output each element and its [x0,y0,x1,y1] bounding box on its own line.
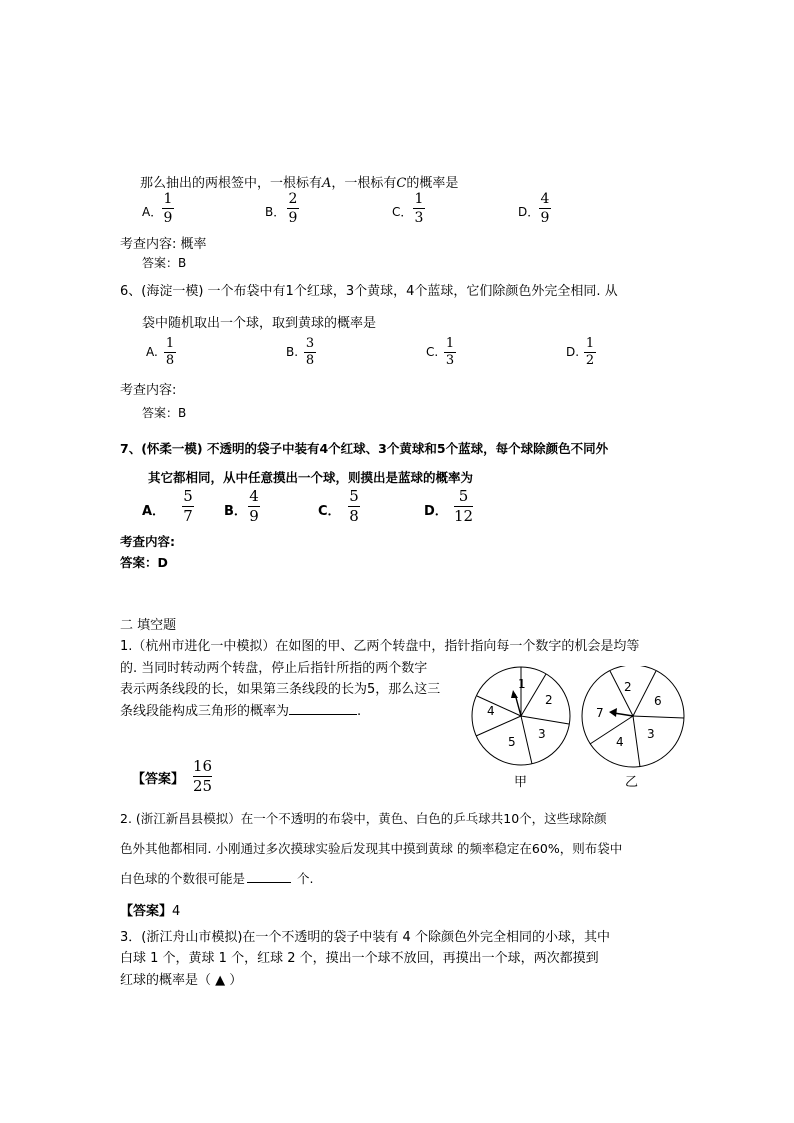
spinner-right-number: 7 [596,706,604,720]
q6-option-a-label: A. [146,345,158,359]
f2-line3-text: 白色球的个数很可能是 [120,871,246,886]
q7-option-a-label: A． [142,504,166,519]
q6-topic: 考查内容: [120,383,177,398]
q5-answer: 答案：B [142,256,187,270]
spinner-left-number: 3 [538,727,546,741]
f1-line4 [120,700,361,719]
q5-option-c-fraction [413,191,425,226]
spinner-left-number: 5 [508,735,516,749]
spinner-right-number: 2 [624,680,632,694]
q5-stem-c: C [396,176,407,191]
q7-line2: 其它都相同，从中任意摸出一个球，则摸出是蓝球的概率为 [148,470,474,485]
f1-answer-blank [289,714,357,715]
q5-stem-a: A [322,176,332,191]
q7-topic: 考查内容: [120,534,175,549]
q6-option-b-den: 8 [305,353,315,368]
spinner-left-number: 4 [487,704,495,718]
f3-line3: 红球的概率是（ ▲ ） [120,973,243,988]
f3-line2: 白球 1 个，黄球 1 个，红球 2 个，摸出一个球不放回，再摸出一个球，两次都摸到 [120,951,599,966]
q6-option-c-label: C. [426,345,439,359]
spinner-right-number: 4 [616,735,624,749]
q6-line2: 袋中随机取出一个球，取到黄球的概率是 [142,316,377,331]
q7-option-b-den: 9 [249,507,259,525]
q5-stem-post: 的概率是 [406,176,459,191]
q5-option-b-num: 2 [288,191,298,207]
q5-option-c-den: 3 [414,210,424,226]
q6-answer: 答案：B [142,406,187,420]
q7-option-b-label: B． [224,504,247,519]
q7-option-d-den: 12 [454,507,474,525]
spinner-right-number: 6 [654,694,662,708]
q7-option-b-fraction [248,488,260,525]
q7-option-c-den: 8 [349,507,359,525]
spinner-left-number: 1 [518,677,526,691]
q7-option-c-num: 5 [349,487,359,505]
q5-option-a-den: 9 [163,210,173,226]
q6-option-b-num: 3 [305,336,315,351]
q5-topic: 考查内容: 概率 [120,237,207,252]
f2-line3 [120,869,314,887]
q5-option-c-num: 1 [414,191,424,207]
q5-option-d-fraction [539,191,551,226]
f2-answer-blank [247,882,291,883]
f1-line1-text: 1.（杭州市进化一中模拟）在如图的甲、乙两个转盘中，指针指向每一个数字的机会是均等 [120,639,640,654]
q5-option-d-num: 4 [540,191,550,207]
q6-option-b-fraction [304,337,316,368]
q7-option-a-fraction [182,488,194,525]
q5-option-b-fraction [287,191,299,226]
q5-option-d-label: D． [518,205,540,219]
q7-option-d-num: 5 [458,487,469,505]
f1-answer-tag: 【答案】 [132,772,185,787]
q6-option-a-den: 8 [165,353,175,368]
f3-line1: 3．(浙江舟山市模拟)在一个不透明的袋子中装有 4 个除颜色外完全相同的小球，其中 [120,930,610,945]
q7-option-c-fraction [348,488,360,525]
q6-option-d-den: 2 [585,353,595,368]
f2-answer-value: 4 [172,904,181,919]
q6-option-a-fraction [164,337,176,368]
f2-answer-tag: 【答案】 [120,904,173,919]
f2-answer [120,900,180,919]
q5-option-b-den: 9 [288,210,298,226]
f1-line4-text: 条线段能构成三角形的概率为 [120,704,290,719]
spinner-right-number: 3 [647,727,655,741]
q6-option-c-den: 3 [445,353,455,368]
q7-option-a-num: 5 [183,487,193,505]
q7-line1: 7、(怀柔一模) 不透明的袋子中装有4个红球、3个黄球和5个蓝球，每个球除颜色不同外 [120,441,609,456]
q6-option-d-fraction [584,337,596,368]
spinner-left-label: 甲 [514,775,528,790]
q6-line1: 6、(海淀一模) 一个布袋中有1个红球，3个黄球，4个蓝球，它们除颜色外完全相同. 从 [120,284,618,299]
q7-option-d-fraction [454,488,473,525]
spinner-diagram [470,666,710,796]
q5-option-b-label: B． [265,205,286,219]
q7-option-c-label: C． [318,504,341,519]
spinner-right-label: 乙 [625,775,639,790]
f1-line2: 的. 当同时转动两个转盘，停止后指针所指的两个数字 [120,661,428,676]
section-heading: 二 填空题 [120,618,177,633]
f2-line2: 色外其他都相同. 小刚通过多次摸球实验后发现其中摸到黄球 的频率稳定在60%，则布袋中 [120,841,623,856]
spinner-right [582,666,684,767]
q5-stem-pre: 那么抽出的两根签中，一根标有 [140,176,323,191]
q6-option-d-label: D. [566,345,580,359]
f2-line3-end: 个. [297,871,314,886]
f1-answer-den: 25 [193,777,213,795]
q6-option-c-num: 1 [445,336,455,351]
spinner-left [472,667,570,765]
q6-option-c-fraction [444,337,456,368]
q5-stem-mid: ，一根标有 [331,176,397,191]
q7-option-b-num: 4 [249,487,259,505]
q5-option-c-label: C． [392,205,413,219]
q7-answer: 答案：D [120,555,168,570]
f2-line1: 2. (浙江新昌县模拟）在一个不透明的布袋中，黄色、白色的乒乓球共10个，这些球除颜 [120,811,607,826]
q6-option-b-label: B. [286,345,299,359]
f1-answer-num: 16 [193,757,213,775]
q6-option-d-num: 1 [585,336,595,351]
f1-line3: 表示两条线段的长，如果第三条线段的长为5，那么这三 [120,682,441,697]
q6-option-a-num: 1 [165,336,175,351]
q7-option-d-label: D． [424,504,448,519]
f1-answer-fraction [193,758,212,795]
f1-line4-end: . [357,704,362,719]
q5-option-d-den: 9 [540,210,550,226]
q5-option-a-num: 1 [163,191,173,207]
f1-line1 [120,635,639,654]
q5-option-a-label: A． [142,205,163,219]
q5-option-a-fraction [162,191,174,226]
q7-option-a-den: 7 [183,507,193,525]
spinner-left-number: 2 [545,693,553,707]
q5-stem [140,172,458,191]
